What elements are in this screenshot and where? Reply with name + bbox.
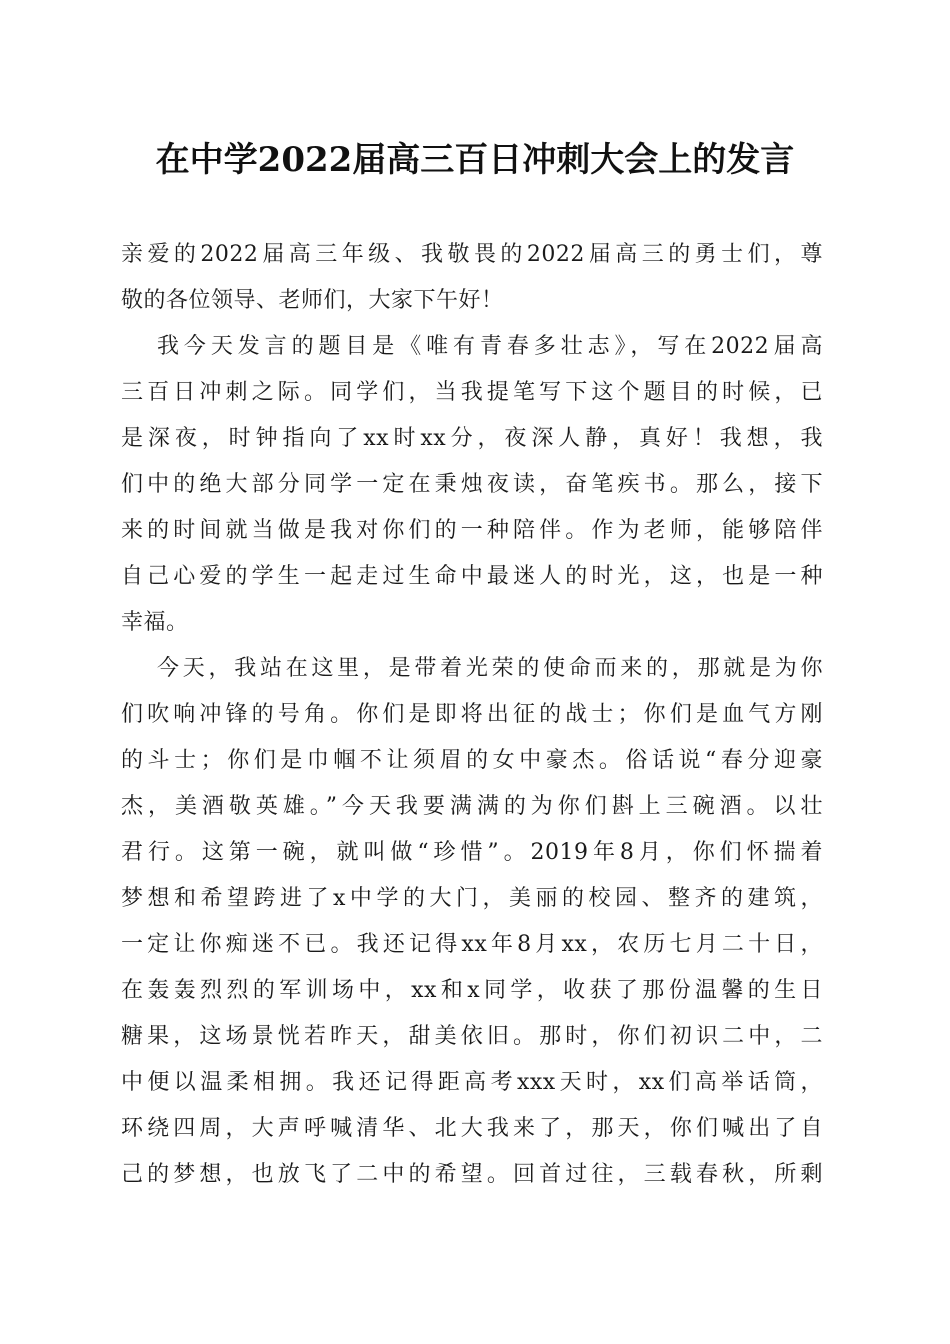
body-line: 自己心爱的学生一起走过生命中最迷人的时光，这，也是一种: [121, 564, 823, 589]
body-line: 们中的绝大部分同学一定在秉烛夜读，奋笔疾书。那么，接下: [121, 472, 823, 497]
body-line: 三百日冲刺之际。同学们，当我提笔写下这个题目的时候，已: [121, 380, 823, 405]
body-line: 敬的各位领导、老师们，大家下午好！: [121, 288, 504, 313]
body-line: 在轰轰烈烈的军训场中，xx和x同学，收获了那份温馨的生日: [121, 978, 823, 1003]
body-line: 我今天发言的题目是《唯有青春多壮志》，写在2022届高: [157, 334, 823, 359]
body-line: 中便以温柔相拥。我还记得距高考xxx天时，xx们高举话筒，: [121, 1070, 823, 1095]
body-line: 己的梦想，也放飞了二中的希望。回首过往，三载春秋，所剩: [121, 1162, 823, 1187]
body-line: 的斗士；你们是巾帼不让须眉的女中豪杰。俗话说“春分迎豪: [121, 748, 823, 773]
body-line: 幸福。: [121, 610, 189, 635]
body-line: 今天，我站在这里，是带着光荣的使命而来的，那就是为你: [157, 656, 823, 681]
document-title: 在中学2022届高三百日冲刺大会上的发言: [155, 140, 795, 180]
body-line: 来的时间就当做是我对你们的一种陪伴。作为老师，能够陪伴: [121, 518, 823, 543]
body-line: 杰，美酒敬英雄。”今天我要满满的为你们斟上三碗酒。以壮: [121, 794, 823, 819]
body-line: 亲爱的2022届高三年级、我敬畏的2022届高三的勇士们，尊: [121, 242, 823, 267]
speech-body: [121, 232, 823, 1198]
body-line: 们吹响冲锋的号角。你们是即将出征的战士；你们是血气方刚: [121, 702, 823, 727]
body-line: 环绕四周，大声呼喊清华、北大我来了，那天，你们喊出了自: [121, 1116, 823, 1141]
body-line: 糖果，这场景恍若昨天，甜美依旧。那时，你们初识二中，二: [121, 1024, 823, 1049]
body-line: 一定让你痴迷不已。我还记得xx年8月xx，农历七月二十日，: [121, 932, 823, 957]
body-line: 梦想和希望跨进了x中学的大门，美丽的校园、整齐的建筑，: [121, 886, 823, 911]
body-line: 君行。这第一碗，就叫做“珍惜”。2019年8月，你们怀揣着: [121, 840, 823, 865]
body-line: 是深夜，时钟指向了xx时xx分，夜深人静，真好！我想，我: [121, 426, 823, 451]
